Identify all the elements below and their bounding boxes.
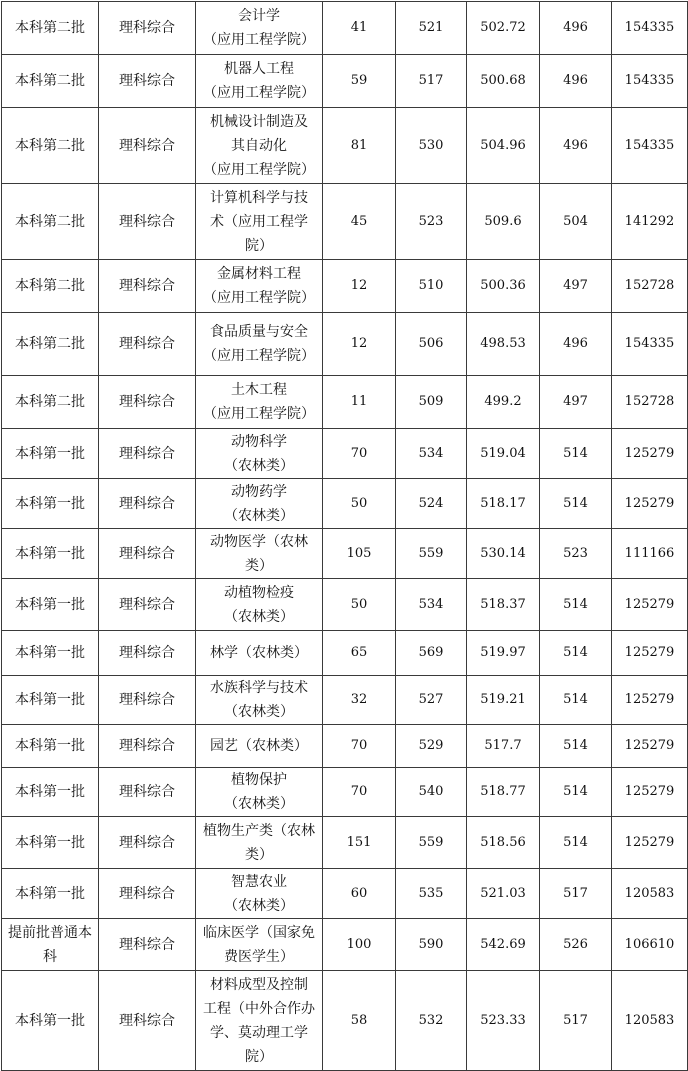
subject-cell: 理科综合 <box>99 108 196 184</box>
min-score-cell: 514 <box>540 676 612 725</box>
max-score-cell: 534 <box>396 579 467 631</box>
max-score-cell: 517 <box>396 55 467 108</box>
table-row <box>2 817 688 869</box>
min-score-cell: 496 <box>540 55 612 108</box>
subject-cell: 理科综合 <box>99 376 196 429</box>
major-cell <box>196 55 323 108</box>
avg-score-cell: 521.03 <box>467 869 540 919</box>
plan-count-cell: 58 <box>323 971 396 1071</box>
min-score-cell: 514 <box>540 631 612 676</box>
max-score-cell: 523 <box>396 184 467 260</box>
plan-count-cell: 105 <box>323 529 396 579</box>
min-rank-cell: 106610 <box>612 919 688 971</box>
min-score-cell: 514 <box>540 429 612 479</box>
batch-cell: 本科第一批 <box>2 479 99 529</box>
major-line: 院） <box>245 1048 273 1065</box>
min-rank-cell: 125279 <box>612 817 688 869</box>
plan-count-cell: 70 <box>323 429 396 479</box>
major-line: 学、莫动理工学 <box>210 1024 308 1041</box>
batch-cell: 本科第二批 <box>2 313 99 376</box>
table-row <box>2 919 688 971</box>
batch-cell: 本科第一批 <box>2 631 99 676</box>
min-rank-cell: 120583 <box>612 971 688 1071</box>
max-score-cell: 524 <box>396 479 467 529</box>
min-rank-cell: 125279 <box>612 676 688 725</box>
min-score-cell: 497 <box>540 376 612 429</box>
major-line: （应用工程学院） <box>203 406 315 422</box>
avg-score-cell: 509.6 <box>467 184 540 260</box>
min-score-cell: 496 <box>540 313 612 376</box>
subject-cell: 理科综合 <box>99 579 196 631</box>
subject-cell: 理科综合 <box>99 725 196 768</box>
min-score-cell: 496 <box>540 2 612 55</box>
subject-cell: 理科综合 <box>99 313 196 376</box>
max-score-cell: 521 <box>396 2 467 55</box>
major-line: 术（应用工程学 <box>210 213 308 230</box>
batch-cell: 本科第一批 <box>2 529 99 579</box>
major-line: 动物科学 <box>231 433 287 450</box>
major-cell <box>196 429 323 479</box>
avg-score-cell: 500.36 <box>467 260 540 313</box>
major-line: （农林类） <box>224 704 294 720</box>
min-score-cell: 514 <box>540 768 612 817</box>
major-line: 机械设计制造及 <box>210 113 308 130</box>
min-score-cell: 514 <box>540 817 612 869</box>
plan-count-cell: 50 <box>323 579 396 631</box>
min-rank-cell: 111166 <box>612 529 688 579</box>
batch-cell: 本科第一批 <box>2 429 99 479</box>
max-score-cell: 590 <box>396 919 467 971</box>
avg-score-cell: 519.21 <box>467 676 540 725</box>
plan-count-cell: 59 <box>323 55 396 108</box>
major-line: （应用工程学院） <box>203 32 315 48</box>
major-cell <box>196 260 323 313</box>
table-row <box>2 2 688 55</box>
major-cell <box>196 676 323 725</box>
min-rank-cell: 125279 <box>612 429 688 479</box>
min-score-cell: 523 <box>540 529 612 579</box>
plan-count-cell: 41 <box>323 2 396 55</box>
table-row <box>2 260 688 313</box>
max-score-cell: 509 <box>396 376 467 429</box>
major-line: （农林类） <box>224 608 294 625</box>
plan-count-cell: 100 <box>323 919 396 971</box>
major-line: 动物药学 <box>231 483 287 500</box>
max-score-cell: 540 <box>396 768 467 817</box>
table-row <box>2 429 688 479</box>
subject-cell: 理科综合 <box>99 2 196 55</box>
avg-score-cell: 518.37 <box>467 579 540 631</box>
avg-score-cell: 517.7 <box>467 725 540 768</box>
batch-cell: 本科第一批 <box>2 869 99 919</box>
major-line: （应用工程学院） <box>203 348 315 364</box>
min-score-cell: 517 <box>540 971 612 1071</box>
table-row <box>2 579 688 631</box>
major-cell <box>196 376 323 429</box>
major-line: 材料成型及控制 <box>210 976 308 993</box>
max-score-cell: 530 <box>396 108 467 184</box>
major-line: 动物医学（农林 <box>210 533 308 550</box>
batch-cell: 本科第二批 <box>2 55 99 108</box>
batch-cell: 本科第一批 <box>2 971 99 1071</box>
avg-score-cell: 518.77 <box>467 768 540 817</box>
plan-count-cell: 81 <box>323 108 396 184</box>
plan-count-cell: 70 <box>323 768 396 817</box>
avg-score-cell: 530.14 <box>467 529 540 579</box>
max-score-cell: 535 <box>396 869 467 919</box>
major-line: 其自动化 <box>231 137 287 154</box>
major-line: 智慧农业 <box>231 873 287 890</box>
major-cell <box>196 579 323 631</box>
major-line: 园艺（农林类） <box>210 738 308 754</box>
major-line: （农林类） <box>224 897 294 914</box>
major-line: 金属材料工程 <box>217 266 301 282</box>
min-score-cell: 514 <box>540 479 612 529</box>
avg-score-cell: 519.04 <box>467 429 540 479</box>
major-line: （农林类） <box>224 507 294 524</box>
min-rank-cell: 125279 <box>612 631 688 676</box>
major-line: 计算机科学与技 <box>210 189 308 206</box>
plan-count-cell: 12 <box>323 260 396 313</box>
avg-score-cell: 500.68 <box>467 55 540 108</box>
batch-cell: 本科第一批 <box>2 817 99 869</box>
major-cell <box>196 768 323 817</box>
min-rank-cell: 152728 <box>612 376 688 429</box>
min-rank-cell: 152728 <box>612 260 688 313</box>
max-score-cell: 510 <box>396 260 467 313</box>
major-line: 类） <box>245 557 273 574</box>
major-line: （农林类） <box>224 457 294 474</box>
min-score-cell: 504 <box>540 184 612 260</box>
plan-count-cell: 60 <box>323 869 396 919</box>
min-rank-cell: 125279 <box>612 479 688 529</box>
major-cell <box>196 2 323 55</box>
table-row <box>2 869 688 919</box>
table-row <box>2 313 688 376</box>
min-rank-cell: 154335 <box>612 108 688 184</box>
major-cell <box>196 479 323 529</box>
major-cell <box>196 313 323 376</box>
table-row <box>2 376 688 429</box>
major-cell <box>196 869 323 919</box>
min-score-cell: 517 <box>540 869 612 919</box>
major-cell <box>196 184 323 260</box>
batch-cell: 本科第二批 <box>2 2 99 55</box>
major-line: 类） <box>245 846 273 863</box>
batch-cell: 本科第二批 <box>2 184 99 260</box>
subject-cell: 理科综合 <box>99 817 196 869</box>
major-line: 工程（中外合作办 <box>203 1000 315 1017</box>
table-row <box>2 631 688 676</box>
plan-count-cell: 32 <box>323 676 396 725</box>
subject-cell: 理科综合 <box>99 260 196 313</box>
batch-cell: 本科第二批 <box>2 260 99 313</box>
min-rank-cell: 125279 <box>612 725 688 768</box>
subject-cell: 理科综合 <box>99 184 196 260</box>
avg-score-cell: 499.2 <box>467 376 540 429</box>
major-line: 水族科学与技术 <box>210 680 308 696</box>
table-row <box>2 725 688 768</box>
major-line: （农林类） <box>224 796 294 812</box>
plan-count-cell: 50 <box>323 479 396 529</box>
major-line: 林学（农林类） <box>210 645 308 661</box>
max-score-cell: 527 <box>396 676 467 725</box>
plan-count-cell: 11 <box>323 376 396 429</box>
table-row <box>2 479 688 529</box>
max-score-cell: 559 <box>396 817 467 869</box>
major-cell <box>196 631 323 676</box>
major-cell <box>196 817 323 869</box>
subject-cell: 理科综合 <box>99 429 196 479</box>
major-line: 土木工程 <box>231 382 287 398</box>
subject-cell: 理科综合 <box>99 529 196 579</box>
min-score-cell: 497 <box>540 260 612 313</box>
min-rank-cell: 125279 <box>612 768 688 817</box>
major-line: 会计学 <box>238 8 280 24</box>
min-rank-cell: 120583 <box>612 869 688 919</box>
batch-cell: 本科第二批 <box>2 108 99 184</box>
major-line: 植物保护 <box>231 772 287 788</box>
subject-cell: 理科综合 <box>99 869 196 919</box>
avg-score-cell: 502.72 <box>467 2 540 55</box>
min-rank-cell: 125279 <box>612 579 688 631</box>
plan-count-cell: 151 <box>323 817 396 869</box>
major-line: （应用工程学院） <box>203 85 315 101</box>
min-rank-cell: 154335 <box>612 2 688 55</box>
min-score-cell: 496 <box>540 108 612 184</box>
max-score-cell: 532 <box>396 971 467 1071</box>
batch-cell: 提前批普通本科 <box>2 919 99 971</box>
major-line: 机器人工程 <box>224 61 294 77</box>
batch-cell: 本科第一批 <box>2 768 99 817</box>
admission-score-table <box>1 1 688 1071</box>
table-row <box>2 55 688 108</box>
plan-count-cell: 70 <box>323 725 396 768</box>
major-line: 临床医学（国家免 <box>203 924 315 941</box>
subject-cell: 理科综合 <box>99 479 196 529</box>
plan-count-cell: 45 <box>323 184 396 260</box>
avg-score-cell: 504.96 <box>467 108 540 184</box>
major-cell <box>196 108 323 184</box>
major-cell <box>196 725 323 768</box>
subject-cell: 理科综合 <box>99 971 196 1071</box>
table-row <box>2 971 688 1071</box>
subject-cell: 理科综合 <box>99 676 196 725</box>
batch-cell: 本科第一批 <box>2 725 99 768</box>
table-row <box>2 768 688 817</box>
major-line: （应用工程学院） <box>203 290 315 306</box>
max-score-cell: 559 <box>396 529 467 579</box>
batch-cell: 本科第二批 <box>2 376 99 429</box>
max-score-cell: 506 <box>396 313 467 376</box>
batch-cell: 本科第一批 <box>2 676 99 725</box>
subject-cell: 理科综合 <box>99 631 196 676</box>
major-line: 院） <box>245 237 273 254</box>
subject-cell: 理科综合 <box>99 919 196 971</box>
major-line: 动植物检疫 <box>224 584 294 601</box>
min-rank-cell: 154335 <box>612 55 688 108</box>
table-row <box>2 676 688 725</box>
avg-score-cell: 523.33 <box>467 971 540 1071</box>
avg-score-cell: 518.17 <box>467 479 540 529</box>
table-body <box>2 2 688 1071</box>
major-line: 食品质量与安全 <box>210 324 308 340</box>
max-score-cell: 569 <box>396 631 467 676</box>
major-cell <box>196 919 323 971</box>
min-score-cell: 514 <box>540 579 612 631</box>
table-row <box>2 184 688 260</box>
max-score-cell: 534 <box>396 429 467 479</box>
major-cell <box>196 971 323 1071</box>
min-score-cell: 514 <box>540 725 612 768</box>
table-row <box>2 108 688 184</box>
subject-cell: 理科综合 <box>99 55 196 108</box>
max-score-cell: 529 <box>396 725 467 768</box>
major-line: 费医学生） <box>224 948 294 965</box>
min-rank-cell: 154335 <box>612 313 688 376</box>
batch-cell: 本科第一批 <box>2 579 99 631</box>
avg-score-cell: 519.97 <box>467 631 540 676</box>
plan-count-cell: 65 <box>323 631 396 676</box>
major-line: （应用工程学院） <box>203 161 315 178</box>
avg-score-cell: 518.56 <box>467 817 540 869</box>
major-line: 植物生产类（农林 <box>203 822 315 839</box>
min-rank-cell: 141292 <box>612 184 688 260</box>
min-score-cell: 526 <box>540 919 612 971</box>
major-cell <box>196 529 323 579</box>
plan-count-cell: 12 <box>323 313 396 376</box>
avg-score-cell: 498.53 <box>467 313 540 376</box>
table-row <box>2 529 688 579</box>
subject-cell: 理科综合 <box>99 768 196 817</box>
avg-score-cell: 542.69 <box>467 919 540 971</box>
